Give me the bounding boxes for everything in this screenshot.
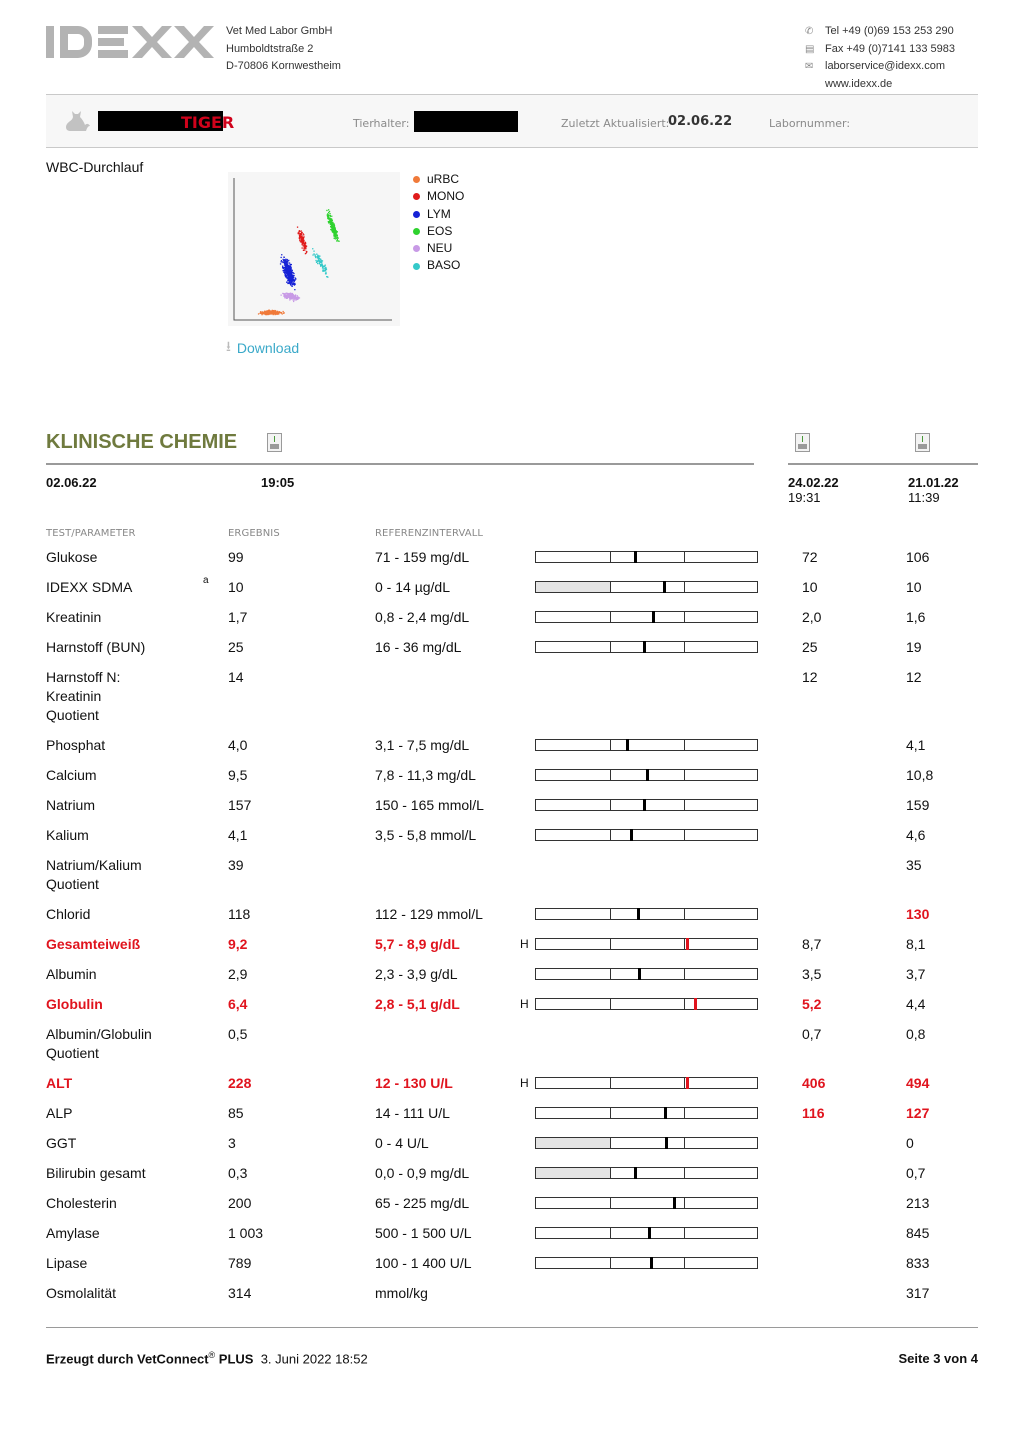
history2-value: 317	[906, 1285, 930, 1301]
test-result: 99	[228, 549, 244, 565]
test-name-line: Osmolalität	[46, 1285, 117, 1301]
test-name	[46, 668, 120, 725]
history1-pdf-icon[interactable]	[795, 433, 810, 452]
history1-value: 3,5	[802, 966, 822, 982]
reference-interval: 500 - 1 500 U/L	[375, 1225, 472, 1241]
lab-city: D-70806 Kornwestheim	[226, 60, 341, 72]
reference-range-bar	[535, 641, 758, 653]
test-name	[46, 1254, 87, 1273]
section-title: KLINISCHE CHEMIE	[46, 431, 238, 453]
range-divider	[684, 1108, 685, 1118]
history1-time: 19:31	[788, 490, 821, 505]
history1-value: 406	[802, 1075, 826, 1091]
test-result: 9,2	[228, 936, 248, 952]
reference-range-bar	[535, 938, 758, 950]
test-result: 0,5	[228, 1026, 248, 1042]
result-marker	[650, 1257, 653, 1269]
range-divider	[684, 1078, 685, 1088]
test-name-line: Albumin	[46, 966, 97, 982]
legend-label: BASO	[427, 258, 461, 273]
test-result: 4,0	[228, 737, 248, 753]
reference-range-bar	[535, 968, 758, 980]
legend-label: MONO	[427, 189, 465, 204]
range-divider	[610, 800, 611, 810]
col-test-header: TEST/PARAMETER	[46, 528, 136, 539]
test-name-line: Albumin/Globulin	[46, 1026, 152, 1042]
range-divider	[684, 582, 685, 592]
reference-interval: 0,8 - 2,4 mg/dL	[375, 609, 470, 625]
history2-value: 0	[906, 1135, 914, 1151]
range-divider	[684, 1168, 685, 1178]
test-name-line: Quotient	[46, 876, 99, 892]
test-result: 1 003	[228, 1225, 264, 1241]
updated-value: 02.06.22	[668, 114, 733, 129]
reference-interval: 0 - 4 U/L	[375, 1135, 429, 1151]
test-name	[46, 766, 97, 785]
test-name-line: Chlorid	[46, 906, 91, 922]
test-name-line: GGT	[46, 1135, 77, 1151]
reference-interval: 2,3 - 3,9 g/dL	[375, 966, 458, 982]
test-name-line: Kalium	[46, 827, 89, 843]
test-result: 314	[228, 1285, 252, 1301]
test-name	[46, 935, 140, 954]
reference-interval: 65 - 225 mg/dL	[375, 1195, 470, 1211]
range-divider	[610, 1078, 611, 1088]
result-marker	[665, 1137, 668, 1149]
test-name-line: Calcium	[46, 767, 97, 783]
range-divider	[610, 1108, 611, 1118]
test-name	[46, 965, 97, 984]
cat-icon	[64, 107, 92, 133]
range-divider	[684, 830, 685, 840]
high-flag: H	[520, 1076, 529, 1090]
range-divider	[610, 770, 611, 780]
wbc-scatter-plot	[228, 172, 400, 326]
test-result: 0,3	[228, 1165, 248, 1181]
range-divider	[684, 909, 685, 919]
reference-interval: 3,1 - 7,5 mg/dL	[375, 737, 470, 753]
test-name	[46, 1134, 76, 1153]
test-name-line: Lipase	[46, 1255, 88, 1271]
phone-icon: ✆	[805, 26, 814, 37]
test-name	[46, 826, 89, 845]
result-marker	[648, 1227, 651, 1239]
history1-value: 25	[802, 639, 818, 655]
reference-interval: 7,8 - 11,3 mg/dL	[375, 767, 476, 783]
section-pdf-icon[interactable]	[267, 433, 282, 452]
history2-value: 35	[906, 857, 922, 873]
range-divider	[610, 1258, 611, 1268]
footer-divider	[46, 1327, 978, 1328]
range-divider	[684, 642, 685, 652]
legend-item	[413, 223, 464, 240]
test-name-line: Harnstoff (BUN)	[46, 639, 146, 655]
test-name	[46, 1164, 146, 1183]
test-name-line: Quotient	[46, 707, 99, 723]
test-name-line: ALT	[46, 1075, 73, 1091]
history1-value: 0,7	[802, 1026, 822, 1042]
test-result: 228	[228, 1075, 252, 1091]
reference-interval: 150 - 165 mmol/L	[375, 797, 484, 813]
legend-item	[413, 171, 464, 188]
test-name-line: Bilirubin gesamt	[46, 1165, 146, 1181]
range-divider	[610, 939, 611, 949]
section-divider	[46, 463, 754, 465]
test-name-line: Cholesterin	[46, 1195, 117, 1211]
lower-range-shade	[536, 1138, 610, 1148]
history1-value: 72	[802, 549, 818, 565]
result-marker	[686, 938, 689, 950]
result-marker	[638, 968, 641, 980]
range-divider	[610, 1138, 611, 1148]
lower-range-shade	[536, 1168, 610, 1178]
history1-value: 10	[802, 579, 818, 595]
history2-value: 127	[906, 1105, 930, 1121]
test-result: 157	[228, 797, 252, 813]
fax-icon: ▤	[805, 43, 815, 55]
reference-interval: 0,0 - 0,9 mg/dL	[375, 1165, 470, 1181]
lab-name: Vet Med Labor GmbH	[226, 25, 333, 37]
history1-date: 24.02.22	[788, 475, 839, 490]
lab-contact	[805, 23, 955, 93]
test-name-line: Kreatinin	[46, 609, 102, 625]
reference-interval: 5,7 - 8,9 g/dL	[375, 936, 460, 952]
test-name	[46, 796, 95, 815]
range-divider	[684, 552, 685, 562]
download-label[interactable]: Download	[236, 340, 300, 356]
labnumber-label: Labornummer:	[769, 117, 851, 130]
test-name	[46, 548, 97, 567]
range-divider	[684, 770, 685, 780]
legend-item	[413, 206, 464, 223]
reference-range-bar	[535, 799, 758, 811]
footnote-marker: a	[203, 575, 209, 586]
reference-interval: 71 - 159 mg/dL	[375, 549, 470, 565]
reference-range-bar	[535, 1107, 758, 1119]
range-divider	[684, 740, 685, 750]
test-name-line: Natrium/Kalium	[46, 857, 142, 873]
range-divider	[684, 999, 685, 1009]
range-divider	[684, 1228, 685, 1238]
history2-value: 4,6	[906, 827, 926, 843]
test-name-line: Gesamteiweiß	[46, 936, 141, 952]
legend-dot	[413, 211, 420, 218]
range-divider	[610, 582, 611, 592]
result-marker	[634, 1167, 637, 1179]
test-name-line: Natrium	[46, 797, 96, 813]
history2-value: 8,1	[906, 936, 926, 952]
test-name-line: Phosphat	[46, 737, 106, 753]
wbc-legend	[413, 171, 464, 275]
high-flag: H	[520, 937, 529, 951]
contact-email[interactable]: laborservice@idexx.com	[825, 60, 945, 72]
range-divider	[610, 612, 611, 622]
range-divider	[610, 969, 611, 979]
test-result: 10	[228, 579, 244, 595]
legend-label: uRBC	[427, 172, 460, 186]
history2-value: 10	[906, 579, 922, 595]
page-number: Seite 3 von 4	[898, 1351, 978, 1366]
result-marker	[646, 769, 649, 781]
result-marker	[663, 581, 666, 593]
test-result: 789	[228, 1255, 252, 1271]
result-marker	[634, 551, 637, 563]
test-result: 3	[228, 1135, 236, 1151]
reference-range-bar	[535, 611, 758, 623]
wbc-title: WBC-Durchlauf	[46, 159, 144, 175]
history2-value: 130	[906, 906, 930, 922]
footer-generated-by: Erzeugt durch VetConnect	[46, 1351, 209, 1367]
contact-fax: Fax +49 (0)7141 133 5983	[825, 42, 955, 55]
test-result: 200	[228, 1195, 252, 1211]
history2-header	[908, 475, 959, 505]
reference-interval: 0 - 14 µg/dL	[375, 579, 451, 595]
history1-value: 8,7	[802, 936, 822, 952]
test-name	[46, 1224, 100, 1243]
test-result: 118	[228, 906, 251, 922]
legend-dot	[413, 176, 420, 183]
reference-interval: 112 - 129 mmol/L	[375, 906, 483, 922]
test-result: 85	[228, 1105, 244, 1121]
lab-address	[226, 23, 341, 76]
test-name-line: ALP	[46, 1105, 73, 1121]
footer-date: 3. Juni 2022 18:52	[260, 1351, 368, 1367]
updated-label: Zuletzt Aktualisiert:	[561, 117, 670, 130]
test-result: 6,4	[228, 996, 248, 1012]
reference-range-bar	[535, 908, 758, 920]
download-icon: ⭳	[226, 338, 231, 354]
legend-dot	[413, 228, 420, 235]
result-marker	[626, 739, 629, 751]
high-flag: H	[520, 997, 529, 1011]
reference-range-bar	[535, 739, 758, 751]
result-time: 19:05	[261, 475, 295, 490]
test-name-line: Harnstoff N:	[46, 669, 121, 685]
contact-web[interactable]: www.idexx.de	[825, 77, 893, 90]
history2-value: 106	[906, 549, 930, 565]
result-date: 02.06.22	[46, 475, 97, 490]
test-result: 4,1	[228, 827, 248, 843]
reference-range-bar	[535, 581, 758, 593]
patient-bar	[46, 94, 978, 148]
range-divider	[684, 1138, 685, 1148]
legend-label: EOS	[427, 223, 453, 238]
result-marker	[673, 1197, 676, 1209]
footer-product: PLUS	[215, 1351, 254, 1367]
test-name	[46, 856, 142, 894]
idexx-logo	[46, 26, 214, 58]
test-result: 14	[228, 669, 244, 685]
range-divider	[610, 552, 611, 562]
test-name	[46, 1194, 117, 1213]
reference-range-bar	[535, 1137, 758, 1149]
range-divider	[684, 1258, 685, 1268]
owner-label: Tierhalter:	[353, 117, 410, 130]
history2-time: 11:39	[908, 490, 940, 505]
range-divider	[610, 1198, 611, 1208]
result-marker	[694, 998, 697, 1010]
history2-value: 833	[906, 1255, 930, 1271]
reference-range-bar	[535, 1167, 758, 1179]
lower-range-shade	[536, 582, 610, 592]
reference-range-bar	[535, 551, 758, 563]
history2-value: 0,8	[906, 1026, 926, 1042]
download-link[interactable]	[226, 336, 299, 360]
history-divider	[788, 463, 978, 465]
test-name	[46, 1074, 72, 1093]
test-result: 2,9	[228, 966, 248, 982]
result-marker	[652, 611, 655, 623]
result-marker	[664, 1107, 667, 1119]
legend-item	[413, 257, 464, 274]
test-name	[46, 1104, 72, 1123]
reference-range-bar	[535, 829, 758, 841]
reference-interval: 3,5 - 5,8 mmol/L	[375, 827, 477, 843]
test-result: 1,7	[228, 609, 248, 625]
lab-street: Humboldtstraße 2	[226, 42, 314, 55]
test-result: 25	[228, 639, 244, 655]
legend-label: NEU	[427, 241, 453, 256]
reference-range-bar	[535, 1257, 758, 1269]
history1-value: 2,0	[802, 609, 822, 625]
footer-generated	[46, 1350, 368, 1366]
history2-value: 12	[906, 669, 922, 685]
range-divider	[684, 1198, 685, 1208]
col-result-header: ERGEBNIS	[228, 528, 280, 539]
result-marker	[643, 799, 646, 811]
col-ref-header: REFERENZINTERVALL	[375, 528, 484, 539]
history1-value: 5,2	[802, 996, 822, 1012]
reference-interval: 2,8 - 5,1 g/dL	[375, 996, 460, 1012]
test-name-line: Amylase	[46, 1225, 100, 1241]
reference-interval: 16 - 36 mg/dL	[375, 639, 462, 655]
test-name-line: IDEXX SDMA	[46, 579, 133, 595]
history1-value: 12	[802, 669, 818, 685]
range-divider	[684, 939, 685, 949]
reference-range-bar	[535, 1197, 758, 1209]
legend-item	[413, 188, 464, 205]
test-name	[46, 578, 132, 597]
reference-interval: 12 - 130 U/L	[375, 1075, 453, 1091]
history2-pdf-icon[interactable]	[915, 433, 930, 452]
history2-value: 213	[906, 1195, 930, 1211]
history2-value: 3,7	[906, 966, 926, 982]
patient-name: TIGER	[181, 113, 235, 132]
reference-range-bar	[535, 1227, 758, 1239]
test-name-line: Globulin	[46, 996, 103, 1012]
range-divider	[684, 969, 685, 979]
range-divider	[610, 740, 611, 750]
range-divider	[610, 830, 611, 840]
reference-interval: 100 - 1 400 U/L	[375, 1255, 472, 1271]
result-marker	[637, 908, 640, 920]
legend-item	[413, 240, 464, 257]
registered-mark: ®	[208, 1350, 216, 1360]
history2-value: 4,1	[906, 737, 926, 753]
test-name	[46, 736, 105, 755]
contact-phone: Tel +49 (0)69 153 253 290	[825, 25, 954, 37]
history2-value: 845	[906, 1225, 930, 1241]
reference-range-bar	[535, 998, 758, 1010]
range-divider	[610, 642, 611, 652]
history1-header	[788, 475, 839, 505]
test-name	[46, 638, 145, 657]
legend-label: LYM	[427, 206, 451, 221]
test-name	[46, 608, 101, 627]
range-divider	[684, 612, 685, 622]
history2-value: 19	[906, 639, 922, 655]
mail-icon: ✉	[805, 61, 814, 72]
history2-value: 0,7	[906, 1165, 926, 1181]
test-name-line: Glukose	[46, 549, 98, 565]
history2-value: 159	[906, 797, 930, 813]
history2-date: 21.01.22	[908, 475, 959, 490]
reference-interval: mmol/kg	[375, 1285, 428, 1301]
result-marker	[630, 829, 633, 841]
range-divider	[684, 800, 685, 810]
history1-value: 116	[802, 1105, 825, 1121]
history2-value: 1,6	[906, 609, 926, 625]
test-name	[46, 1284, 116, 1303]
reference-range-bar	[535, 769, 758, 781]
range-divider	[610, 909, 611, 919]
test-result: 39	[228, 857, 244, 873]
legend-dot	[413, 263, 420, 270]
reference-range-bar	[535, 1077, 758, 1089]
test-name-line: Kreatinin	[46, 688, 102, 704]
history2-value: 4,4	[906, 996, 926, 1012]
legend-dot	[413, 245, 420, 252]
result-marker	[686, 1077, 689, 1089]
range-divider	[610, 1168, 611, 1178]
history2-value: 10,8	[906, 767, 934, 783]
range-divider	[610, 999, 611, 1009]
history2-value: 494	[906, 1075, 930, 1091]
test-result: 9,5	[228, 767, 248, 783]
test-name	[46, 995, 103, 1014]
result-marker	[643, 641, 646, 653]
test-name-line: Quotient	[46, 1045, 99, 1061]
range-divider	[610, 1228, 611, 1238]
test-name	[46, 1025, 152, 1063]
test-name	[46, 905, 90, 924]
reference-interval: 14 - 111 U/L	[375, 1105, 450, 1121]
redacted-owner	[414, 111, 518, 132]
legend-dot	[413, 193, 420, 200]
